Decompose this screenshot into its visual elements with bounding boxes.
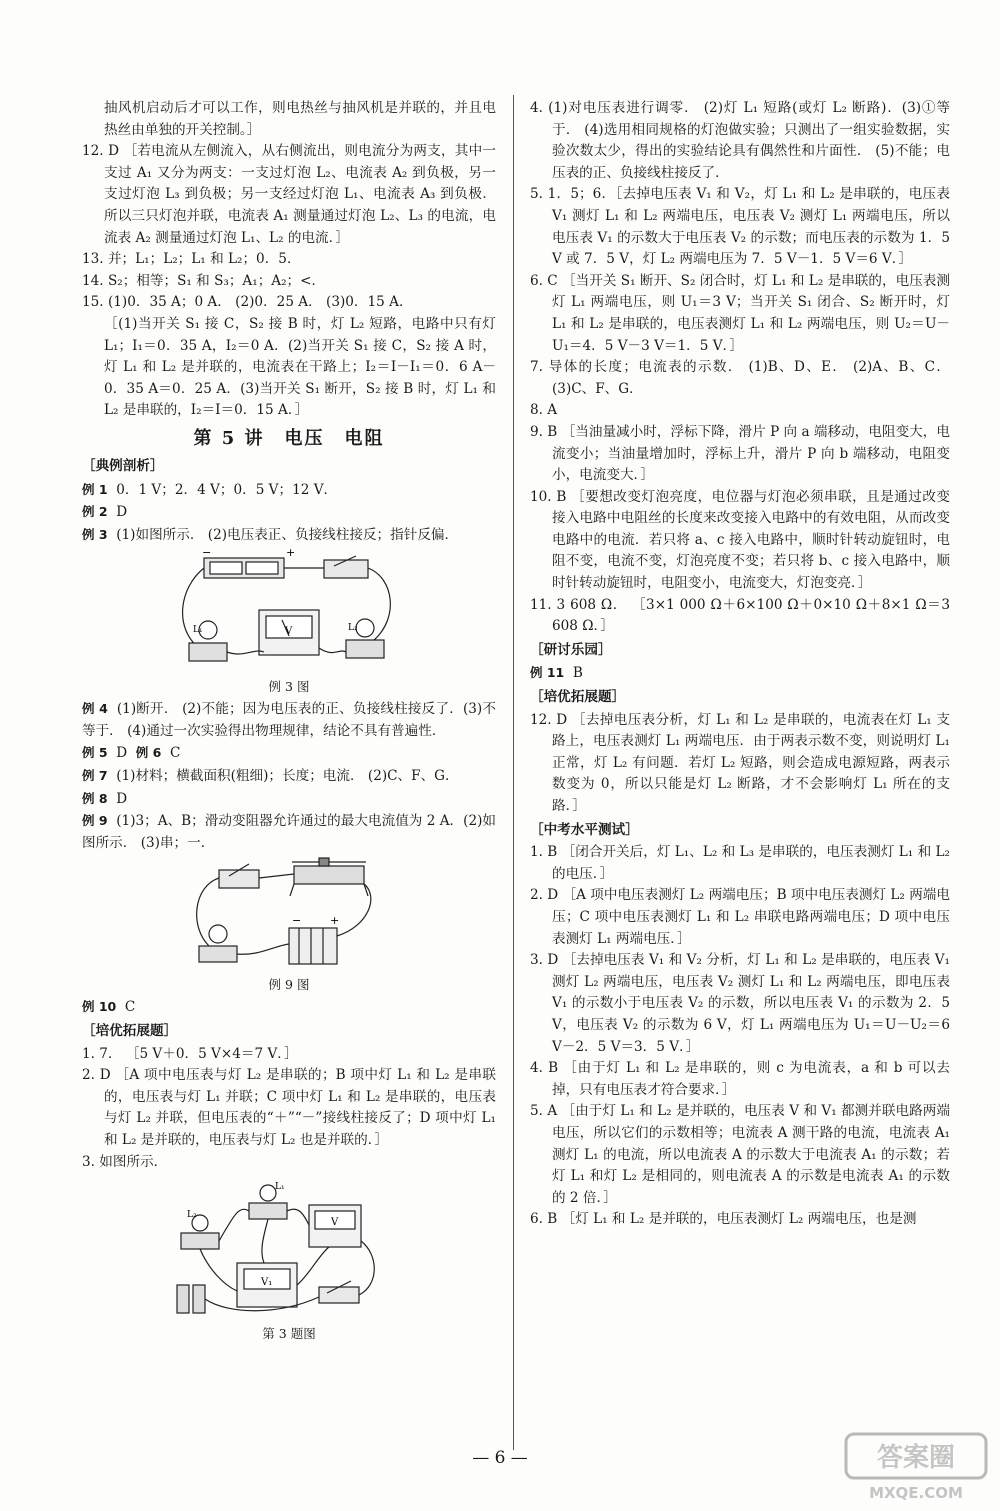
answer-7: 7. 导体的长度；电流表的示数． (1)B、D、E． (2)A、B、C．(3)C、F、G． <box>530 359 950 397</box>
svg-text:V₁: V₁ <box>261 1277 273 1289</box>
svg-text:V: V <box>285 626 293 638</box>
svg-text:答案圈: 答案圈 <box>876 1443 956 1473</box>
watermark-logo <box>842 1430 992 1506</box>
example-5-6: 例 5 D 例 6 C <box>82 745 181 762</box>
example-11: 例 11 B <box>530 665 583 682</box>
example-label: 例 7 <box>82 768 108 784</box>
section-heading: ［中考水平测试］ <box>530 821 639 838</box>
example-3: 例 3 (1)如图所示． (2)电压表正、负接线柱接反；指针反偏． <box>82 526 459 543</box>
section-heading: ［培优拓展题］ <box>530 689 626 706</box>
answer-15: 15. (1)0．35 A；0 A． (2)0．25 A． (3)0．15 A． <box>82 294 413 311</box>
answer-14: 14. S₂；相等；S₁ 和 S₃；A₁；A₂；<． <box>82 272 326 289</box>
example-label: 例 4 <box>82 701 108 717</box>
figure-caption: 第 3 题图 <box>262 1326 316 1342</box>
example-9: 例 9 (1)3；A、B；滑动变阻器允许通过的最大电流值为 2 A．(2)如图所示． (3)串；一． <box>82 813 496 851</box>
practice-3: 3. 如图所示． <box>82 1153 168 1170</box>
svg-text:+: + <box>330 914 340 928</box>
example-3-figure <box>82 548 496 696</box>
circuit-diagram-example-3 <box>174 548 404 678</box>
section-heading: ［培优拓展题］ <box>82 1023 178 1040</box>
answer-6: 6. C ［当开关 S₁ 断开、S₂ 闭合时，灯 L₁ 和 L₂ 是串联的，电压表测灯 L₁ 两端电压，则 U₁＝3 V；当开关 S₁ 闭合、S₂ 断开时，灯 L₁ 和 L₂ 是串联的，电压表测灯 L₁ 和 L₂ 两端电压，则 U₂＝U－U₁＝4．5 V－3 V＝1．5 V．］ <box>530 272 950 354</box>
answer-12: 12. D ［若电流从左侧流入，从右侧流出，则电流分为两支，其中一支过 A₁ 又分为两支：一支过灯泡 L₂、电流表 A₂ 到负极，另一支过灯泡 L₃ 到负极；另一支经过灯泡 L₁、电流表 A₃ 到负极．所以三只灯泡并联，电流表 A₁ 测量通过灯泡 L₂、L₃ 的电流，电流表 A₂ 测量通过灯泡 L₁、L₂ 的电流．］ <box>82 143 496 246</box>
right-column <box>530 98 950 1231</box>
example-10: 例 10 C <box>82 999 136 1016</box>
answer-13: 13. 并；L₁；L₂；L₁ 和 L₂；0．5． <box>82 251 301 268</box>
example-label: 例 9 <box>82 813 108 829</box>
figure-caption: 例 3 图 <box>268 679 310 695</box>
example-label: 例 10 <box>82 999 117 1015</box>
answer-12-right: 12. D ［去掉电压表分析，灯 L₁ 和 L₂ 是串联的，电流表在灯 L₁ 支路上，电压表测灯 L₁ 两端电压．由于两表示数不变，则说明灯 L₁ 正常，灯 L₂ 有问题．若灯 L₂ 短路，则会造成电源短路，两表示数变为 0，所以只能是灯 L₂ 断路，才不会影响灯 L₁ 所在的支路．］ <box>530 711 950 814</box>
example-label: 例 2 <box>82 504 108 520</box>
answer-11: 11. 3 608 Ω． ［3×1 000 Ω＋6×100 Ω＋0×10 Ω＋8×1 Ω＝3 608 Ω．］ <box>530 596 950 635</box>
figure-caption: 例 9 图 <box>268 977 310 993</box>
test-1: 1. B ［闭合开关后，灯 L₁、L₂ 和 L₃ 是串联的，电压表测灯 L₁ 和 L₂ 的电压．］ <box>530 844 950 882</box>
svg-text:−: − <box>202 548 212 560</box>
svg-text:−: − <box>292 914 302 928</box>
svg-text:MXQE.COM: MXQE.COM <box>869 1484 963 1502</box>
svg-text:L₂: L₂ <box>187 1210 197 1221</box>
section-heading: ［研讨乐园］ <box>530 641 612 658</box>
practice-2: 2. D ［A 项中电压表与灯 L₂ 是串联的；B 项中灯 L₁ 和 L₂ 是串联的，电压表与灯 L₁ 并联；C 项中灯 L₁ 和 L₂ 是串联的，电压表与灯 L₂ 并联，但电压表的“＋”“－”接线柱接反了；D 项中灯 L₁ 和 L₂ 是并联的，电压表与灯 L₂ 也是并联的．］ <box>82 1067 496 1148</box>
example-8: 例 8 D <box>82 790 128 807</box>
section-heading: ［典例剖析］ <box>82 457 164 474</box>
test-6: 6. B ［灯 L₁ 和 L₂ 是并联的，电压表测灯 L₂ 两端电压，也是测 <box>530 1211 917 1228</box>
practice-1: 1. 7． ［5 V＋0．5 V×4＝7 V．］ <box>82 1045 298 1062</box>
answer-10: 10. B ［要想改变灯泡亮度，电位器与灯泡必须串联，且是通过改变接入电路中电阻丝的长度来改变接入电路中的有效电阻，从而改变电路中的电流．若只将 a、c 接入电路中，顺时针转动旋钮时，电阻不变，电流不变，灯泡亮度不变；若只将 b、c 接入电路中，顺时针转动旋钮时，电阻变小，电流变大，灯泡变亮．］ <box>530 488 950 592</box>
example-9-figure <box>82 856 496 994</box>
svg-text:L₁: L₁ <box>275 1182 285 1193</box>
left-column <box>82 98 496 1345</box>
answer-4: 4. (1)对电压表进行调零． (2)灯 L₁ 短路(或灯 L₂ 断路)．(3)①等于． (4)选用相同规格的灯泡做实验；只测出了一组实验数据，实验次数太少，得出的实验结论具有偶然性和片面性． (5)不能；电压表的正、负接线柱接反了． <box>530 100 950 181</box>
example-label: 例 8 <box>82 790 108 806</box>
test-4: 4. B ［由于灯 L₁ 和 L₂ 是串联的，则 c 为电流表，a 和 b 可以去掉，只有电压表才符合要求．］ <box>530 1060 950 1098</box>
circuit-diagram-question-3 <box>169 1175 409 1325</box>
answer-9: 9. B ［当油量减小时，浮标下降，滑片 P 向 a 端移动，电阻变大，电流变小；当油量增加时，浮标上升，滑片 P 向 b 端移动，电阻变小，电流变大．］ <box>530 423 950 484</box>
svg-text:+: + <box>286 548 296 560</box>
answer-8: 8. A <box>530 402 558 419</box>
example-label: 例 6 <box>135 745 162 761</box>
answer-15-explanation: ［(1)当开关 S₁ 接 C，S₂ 接 B 时，灯 L₂ 短路，电路中只有灯 L₁；I₁＝0．35 A，I₂＝0 A．(2)当开关 S₁ 接 C，S₂ 接 A 时，灯 L₁ 和 L₂ 是并联的，电流表在干路上；I₂＝I－I₁＝0．6 A－0．35 A＝0．25 A．(3)当开关 S₁ 断开，S₂ 接 B 时，灯 L₁ 和 L₂ 是串联的，I₂＝I＝0．15 A．］ <box>104 315 496 419</box>
column-divider <box>513 95 514 1450</box>
test-3: 3. D ［去掉电压表 V₁ 和 V₂ 分析，灯 L₁ 和 L₂ 是串联的，电压表 V₁ 测灯 L₂ 两端电压，电压表 V₂ 测灯 L₁ 和 L₂ 两端电压，即电压表 V₁ 的示数小于电压表 V₂ 的示数，所以电压表 V₁ 的示数为 2．5 V，电压表 V₂ 的示数为 6 V，灯 L₁ 两端电压为 U₁＝U－U₂＝6 V－2．5 V＝3．5 V．］ <box>530 952 950 1055</box>
svg-text:V: V <box>331 1217 339 1229</box>
example-label: 例 5 <box>82 745 108 761</box>
example-1: 例 1 0．1 V；2．4 V；0．5 V；12 V． <box>82 481 338 498</box>
example-7: 例 7 (1)材料；横截面积(粗细)；长度；电流． (2)C、F、G． <box>82 768 459 785</box>
svg-text:L₂: L₂ <box>348 623 358 634</box>
test-2: 2. D ［A 项中电压表测灯 L₂ 两端电压；B 项中电压表测灯 L₂ 两端电压；C 项中电压表测灯 L₁ 和 L₂ 串联电路两端电压；D 项中电压表测灯 L₁ 两端电压．］ <box>530 887 950 947</box>
example-label: 例 1 <box>82 481 108 497</box>
example-4: 例 4 (1)断开． (2)不能；因为电压表的正、负接线柱接反了．(3)不等于． (4)通过一次实验得出物理规律，结论不具有普遍性． <box>82 701 496 739</box>
test-5: 5. A ［由于灯 L₁ 和 L₂ 是并联的，电压表 V 和 V₁ 都测并联电路两端电压，所以它们的示数相等；电流表 A 测干路的电流，电流表 A₁ 测灯 L₁ 的电流，所以电流表 A 的示数大于电流表 A₁ 的示数；若灯 L₁ 和灯 L₂ 是相同的，则电流表 A 的示数是电流表 A₁ 的示数的 2 倍．］ <box>530 1103 950 1206</box>
lesson-title: 第 5 讲 电压 电阻 <box>193 427 385 449</box>
example-label: 例 3 <box>82 526 108 542</box>
example-label: 例 11 <box>530 665 565 681</box>
answer-11-tail: 抽风机启动后才可以工作，则电热丝与抽风机是并联的，并且电热丝由单独的开关控制。］ <box>104 100 496 138</box>
example-2: 例 2 D <box>82 504 128 521</box>
page-number: — 6 — <box>472 1448 528 1468</box>
question-3-figure <box>82 1175 496 1343</box>
svg-text:L₁: L₁ <box>193 625 203 636</box>
circuit-diagram-example-9 <box>174 856 404 976</box>
answer-5: 5. 1．5；6．［去掉电压表 V₁ 和 V₂，灯 L₁ 和 L₂ 是串联的，电压表 V₁ 测灯 L₁ 和 L₂ 两端电压，电压表 V₂ 测灯 L₁ 两端电压，所以电压表 V₁ 的示数大于电压表 V₂ 的示数；而电压表的示数为 1．5 V 或 7．5 V，灯 L₂ 两端电压为 7．5 V－1．5 V＝6 V．］ <box>530 186 950 268</box>
